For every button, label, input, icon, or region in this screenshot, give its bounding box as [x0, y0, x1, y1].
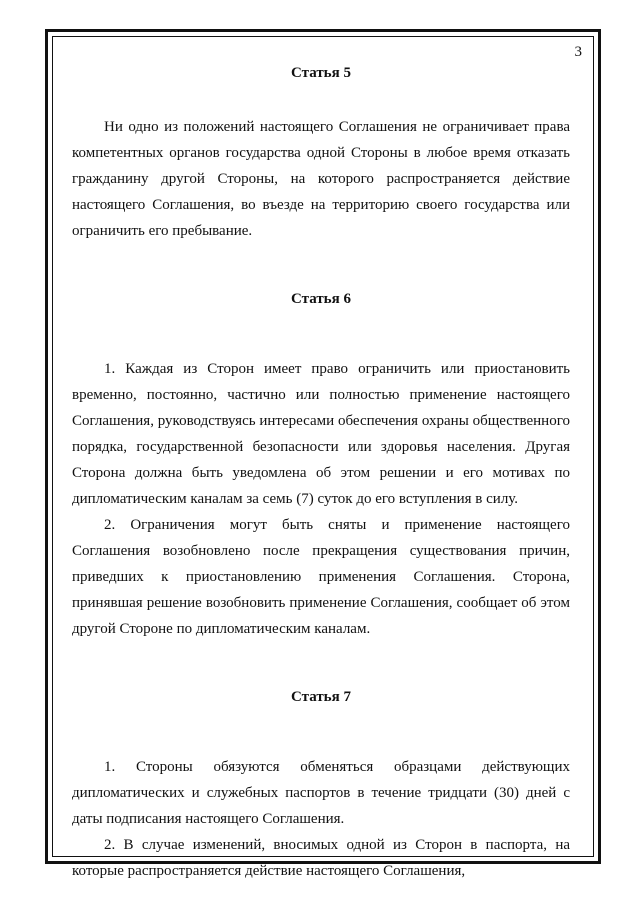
page-number: 3: [574, 44, 582, 60]
article-6: [72, 286, 570, 642]
article-paragraph: Ни одно из положений настоящего Соглашения не ограничивает права компетентных органов государства одной Стороны в любое время отказать гражданину другой Стороны, на которого распространяется действие настоящего Соглашения, во въезде на территорию своего государства или ограничить его пребывание.: [72, 119, 570, 239]
article-5: [72, 60, 570, 244]
article-paragraph: 2. В случае изменений, вносимых одной из Сторон в паспорта, на которые распространяется действие настоящего Соглашения,: [72, 837, 570, 879]
article-paragraph: 1. Каждая из Сторон имеет право ограничить или приостановить временно, постоянно, частично или полностью применение настоящего Соглашения, руководствуясь интересами обеспечения охраны общественного порядка, государственной безопасности или здоровья населения. Другая Сторона должна быть уведомлена об этом решении и его мотивах по дипломатическим каналам за семь (7) суток до его вступления в силу.: [72, 361, 570, 507]
document-body: [72, 60, 570, 884]
article-heading: Статья 7: [291, 689, 351, 705]
article-paragraph: 2. Ограничения могут быть сняты и применение настоящего Соглашения возобновлено после прекращения существования причин, приведших к приостановлению применения Соглашения. Сторона, принявшая решение возобновить применение Соглашения, сообщает об этом другой Стороне по дипломатическим каналам.: [72, 517, 570, 637]
article-heading: Статья 6: [291, 291, 351, 307]
article-heading: Статья 5: [291, 65, 351, 81]
article-7: [72, 684, 570, 884]
article-paragraph: 1. Стороны обязуются обменяться образцами действующих дипломатических и служебных паспортов в течение тридцати (30) дней с даты подписания настоящего Соглашения.: [72, 759, 570, 827]
